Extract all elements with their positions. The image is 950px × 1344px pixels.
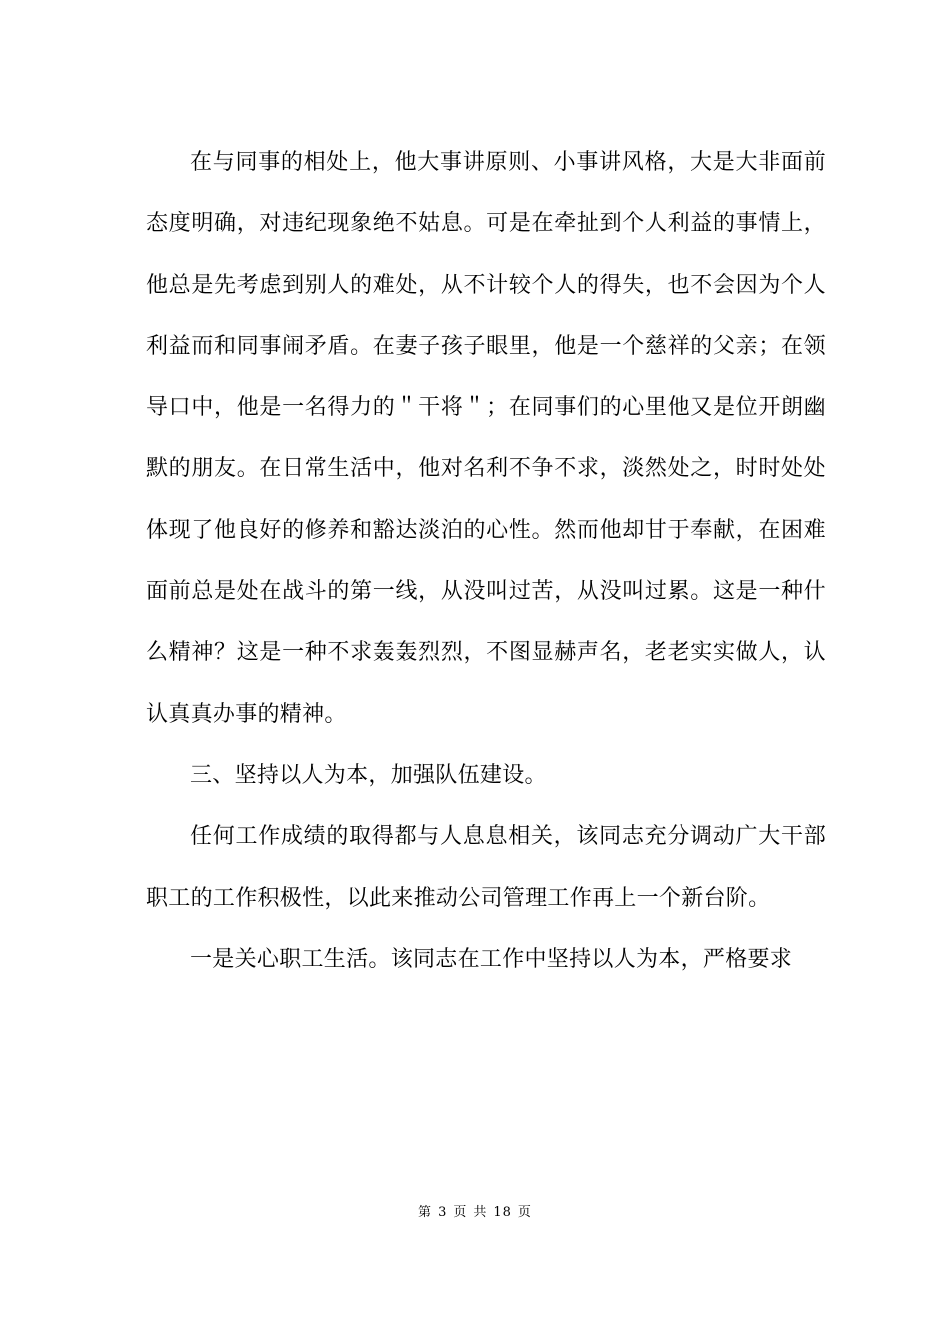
footer-total-pages: 18: [493, 1205, 512, 1220]
footer-label-total: 共: [473, 1205, 488, 1220]
section-heading: 三、坚持以人为本，加强队伍建设。: [190, 762, 547, 788]
paragraph-3: 一是关心职工生活。该同志在工作中坚持以人为本，严格要求: [190, 946, 793, 972]
paragraph-2: 任何工作成绩的取得都与人息息相关，该同志充分调动广大干部职工的工作积极性，以此来推动公司管理工作再上一个新台阶。: [146, 824, 826, 911]
paragraph-1: 在与同事的相处上，他大事讲原则、小事讲风格，大是大非面前态度明确，对违纪现象绝不姑息。可是在牵扯到个人利益的事情上，他总是先考虑到别人的难处，从不计较个人的得失，也不会因为个人利益而和同事闹矛盾。在妻子孩子眼里，他是一个慈祥的父亲；在领导口中，他是一名得力的＂干将＂；在同事们的心里他又是位开朗幽默的朋友。在日常生活中，他对名利不争不求，淡然处之，时时处处体现了他良好的修养和豁达淡泊的心性。然而他却甘于奉献，在困难面前总是处在战斗的第一线，从没叫过苦，从没叫过累。这是一种什么精神？这是一种不求轰轰烈烈，不图显赫声名，老老实实做人，认认真真办事的精神。: [146, 150, 826, 727]
footer-label-total-unit: 页: [517, 1205, 532, 1220]
footer-current-page: 3: [438, 1205, 448, 1220]
document-body: [146, 132, 826, 990]
footer-label-page: 第: [418, 1205, 433, 1220]
footer-label-page-unit: 页: [453, 1205, 468, 1220]
page-footer: [0, 1201, 950, 1220]
